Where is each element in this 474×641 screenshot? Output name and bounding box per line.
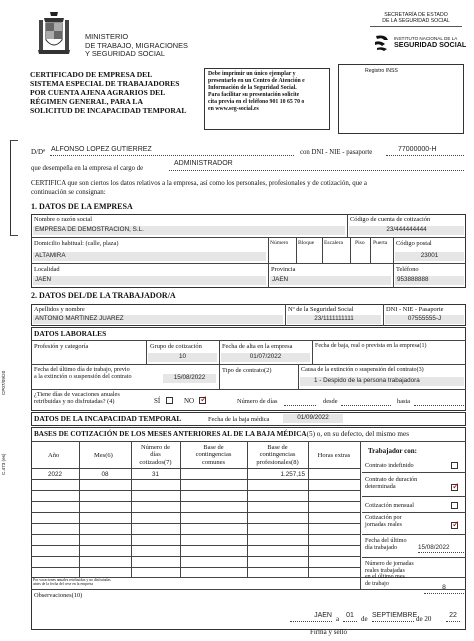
- bases-row-line-3: [31, 501, 360, 502]
- empresa-nombre-label: Nombre o razón social: [34, 216, 93, 223]
- bases-title-suffix: (5) o, en su defecto, del mismo mes: [306, 430, 410, 438]
- certifica-line-2: continuación se consignan:: [31, 188, 106, 196]
- empresa-vline-escalera: [322, 237, 323, 263]
- empresa-telefono-label: Teléfono: [396, 266, 419, 273]
- bases-header-profesionales: [247, 444, 308, 466]
- hasta-field[interactable]: [414, 399, 464, 406]
- bases-section-title: [34, 430, 409, 438]
- empresa-vline-piso: [350, 237, 351, 263]
- trabajador-nombre-label: Apellidos y nombre: [34, 306, 85, 313]
- firma-de-label: de: [361, 615, 368, 623]
- header-dias-3: cotizados(7): [139, 458, 172, 466]
- panel-line-5: [362, 557, 466, 558]
- option-jornadas-text-1: Cotización por: [365, 514, 402, 521]
- categoria-label: Profesión y categoría: [34, 343, 89, 350]
- ultimo-dia-label-2: a la extinción o suspensión del contrato: [34, 372, 132, 380]
- title-line-3: POR CUENTA AJENA AGRARIOS DEL: [30, 87, 166, 97]
- ultimo-trabajado-text-1: Fecha del último: [365, 537, 407, 544]
- trabajador-dni-label: DNI - NIE - Pasaporte: [386, 306, 444, 313]
- option-mensual-text: Cotización mensual: [365, 502, 414, 509]
- option-determinada-text-1: Contrato de duración: [365, 476, 418, 483]
- bases-right-divider: [360, 441, 361, 589]
- laborales-vline-causa: [298, 364, 299, 389]
- header-comunes-3: comunes: [201, 458, 226, 466]
- alta-value[interactable]: 01/07/2022: [221, 353, 310, 362]
- option-determinada-checkbox[interactable]: [451, 484, 458, 491]
- num-dias-field[interactable]: [284, 399, 316, 406]
- bases-header-line: [31, 468, 360, 469]
- laborales-line-3: [31, 389, 466, 390]
- empresa-provincia-label: Provincia: [271, 266, 296, 273]
- option-jornadas-checkbox[interactable]: [451, 522, 458, 529]
- empresa-nombre-value[interactable]: EMPRESA DE DEMOSTRACION, S.L.: [33, 226, 345, 235]
- empresa-bloque-label: Bloque: [298, 240, 315, 246]
- bases-row-line-7: [31, 545, 360, 546]
- firma-lugar[interactable]: JAEN: [290, 612, 332, 622]
- option-mensual-label: [365, 503, 414, 510]
- bases-row-line-4: [31, 512, 360, 513]
- notice-line-2: presentarlo en un Centro de Atención e: [208, 78, 305, 85]
- empresa-vline-cp: [393, 237, 394, 263]
- spain-coat-of-arms-logo: [36, 10, 72, 58]
- certifica-line-1: CERTIFICA que son ciertos los datos relativos a la empresa, así como los personales, profesionales y de cotización, que a: [31, 180, 367, 187]
- trabajador-con-title: Trabajador con:: [368, 447, 417, 455]
- notice-line-3: Información de la Seguridad Social.: [208, 85, 297, 92]
- hasta-label: hasta: [397, 398, 411, 405]
- vacaciones-label: [34, 391, 120, 405]
- trabajador-dni-value[interactable]: 07555555-J: [385, 315, 464, 324]
- name-field[interactable]: [50, 146, 294, 156]
- bases-row-mes[interactable]: 08: [101, 471, 109, 478]
- header-dias-2: días: [150, 451, 161, 459]
- option-jornadas-label: [365, 515, 402, 529]
- bases-row-profesionales[interactable]: 1.257,15: [280, 471, 305, 478]
- causa-label: Causa de la extinción o suspensión del contrato(3): [301, 367, 424, 373]
- ultimo-dia-label-1: Fecha del último día de trabajo, previo: [34, 366, 130, 373]
- notice-line-1: Debe imprimir un único ejemplar y: [208, 71, 296, 77]
- secretaria-label: [370, 12, 462, 27]
- baja-label: Fecha de baja, real o prevista en la empresa(1): [315, 343, 427, 349]
- bases-header-comunes: [180, 444, 247, 466]
- ministry-line-2: DE TRABAJO, MIGRACIONES: [85, 40, 188, 50]
- empresa-section-title: 1. DATOS DE LA EMPRESA: [31, 202, 133, 211]
- bases-row-line-2: [31, 490, 360, 491]
- panel-line-1: [362, 472, 466, 473]
- empresa-provincia-value[interactable]: JAEN: [270, 276, 391, 285]
- laborales-vline-baja: [312, 340, 313, 364]
- dni-field[interactable]: [386, 146, 464, 156]
- bases-row-ano[interactable]: 2022: [47, 471, 62, 478]
- secretaria-line-2: DE LA SEGURIDAD SOCIAL: [382, 18, 450, 25]
- laborales-section-title: DATOS LABORALES: [34, 329, 107, 338]
- jornadas-text-3: en el último mes: [365, 574, 405, 581]
- laborales-vline-tipo: [219, 364, 220, 389]
- title-line-4: RÉGIMEN GENERAL, PARA LA: [30, 96, 143, 106]
- vac-note-1: Por vacaciones anuales retribuidas y no disfrutadas: [33, 578, 111, 582]
- bases-title-main: BASES DE COTIZACIÓN DE LOS MESES ANTERIORES AL DE LA BAJA MÉDICA: [34, 430, 307, 438]
- declarant-name: ALFONSO LOPEZ GUTIERREZ: [51, 146, 152, 153]
- ministry-name: [85, 33, 188, 59]
- header-prof-1: Base de: [267, 444, 288, 451]
- bases-header-horas: Horas extras: [317, 452, 351, 459]
- empresa-row-line-2: [31, 263, 466, 264]
- header-comunes-1: Base de: [203, 444, 224, 451]
- ultimo-dia-value[interactable]: 15/08/2022: [163, 374, 216, 383]
- bases-row-line-5: [31, 523, 360, 524]
- vacaciones-label-2: retribuidas y no disfrutadas? (4): [34, 398, 115, 406]
- ultimo-dia-label: [34, 367, 132, 381]
- jornadas-label: [365, 561, 414, 587]
- observaciones-label: Observaciones(10): [34, 592, 83, 599]
- insss-line-1: INSTITUTO NACIONAL DE LA: [394, 36, 458, 41]
- notice-line-6: en www.seg-social.es: [208, 106, 259, 113]
- panel-line-4: [362, 534, 466, 535]
- ultimo-trabajado-text-2: día trabajado: [365, 543, 398, 551]
- jornadas-text-1: Número de jornadas: [365, 561, 414, 567]
- document-title: [30, 71, 186, 116]
- option-indefinido-checkbox[interactable]: [451, 462, 458, 469]
- bases-header-mes: Mes(6): [94, 452, 113, 459]
- firma-mes[interactable]: SEPTIEMBRE: [372, 612, 414, 622]
- num-dias-label: Número de días: [237, 398, 278, 405]
- insss-name: [394, 36, 466, 49]
- notice-box: [204, 68, 330, 130]
- causa-value[interactable]: 1 - Despido de la persona trabajadora: [300, 377, 464, 386]
- empresa-ccc-label: Código de cuenta de cotización: [350, 216, 431, 223]
- title-line-1: CERTIFICADO DE EMPRESA DEL: [30, 70, 153, 79]
- notice-line-5: cita previa en el teléfono 901 10 65 70 o: [208, 99, 305, 106]
- bases-row-line-11: [31, 589, 466, 590]
- vacaciones-no-checkbox[interactable]: [199, 397, 206, 404]
- header-prof-3: profesionales(8): [256, 458, 299, 466]
- empresa-piso-label: Piso: [355, 240, 365, 246]
- trabajador-section-title: 2. DATOS DEL/DE LA TRABAJADOR/A: [31, 291, 176, 300]
- certifica-text: [31, 180, 469, 198]
- empresa-row-line-1: [31, 237, 466, 238]
- desde-field[interactable]: [341, 399, 391, 406]
- trabajador-nss-label: Nº de la Seguridad Social: [288, 306, 354, 313]
- tipo-contrato-label: Tipo de contrato(2): [222, 367, 272, 374]
- desde-label: desde: [323, 398, 338, 405]
- trabajador-vline-dni: [383, 304, 384, 326]
- firma-dia[interactable]: 01: [343, 612, 357, 622]
- panel-line-3: [362, 512, 466, 513]
- notice-line-4: Para facilitar su presentación solicite: [208, 92, 300, 99]
- option-mensual-checkbox[interactable]: [451, 502, 458, 509]
- margin-bracket-bottom: [10, 235, 18, 236]
- empresa-numero-label: Número: [270, 240, 289, 246]
- bases-row-line-8: [31, 556, 360, 557]
- cargo-label: que desempeña en la empresa el cargo de: [31, 165, 144, 172]
- firma-a-label: a: [336, 615, 340, 623]
- laborales-vline-alta: [219, 340, 220, 364]
- panel-line-2: [362, 496, 466, 497]
- empresa-localidad-label: Localidad: [34, 266, 60, 273]
- ultimo-trabajado-value[interactable]: 15/08/2022: [418, 544, 464, 553]
- dni-label: con DNI - NIE - pasaporte: [300, 149, 373, 156]
- firma-label: Firma y sello: [310, 628, 347, 636]
- vacaciones-no-label: NO: [184, 397, 195, 405]
- vac-note-2: antes de la fecha del cese en la empresa: [33, 582, 94, 587]
- bases-vacaciones-note: [33, 578, 131, 587]
- option-jornadas-text-2: jornadas reales: [365, 520, 402, 528]
- vacaciones-label-1: ¿Tiene días de vacaciones anuales: [34, 391, 120, 398]
- incapacidad-fecha-value[interactable]: 01/09/2022: [283, 414, 343, 423]
- jornadas-text-2: reales trabajadas: [365, 567, 405, 574]
- bases-header-dias: [131, 444, 180, 466]
- empresa-domicilio-value[interactable]: ALTAMIRA: [33, 252, 266, 261]
- empresa-telefono-value[interactable]: 953888888: [395, 276, 464, 285]
- trabajador-nombre-value[interactable]: ANTONIO MARTINEZ JUAREZ: [33, 315, 283, 324]
- empresa-escalera-label: Escalera: [324, 240, 343, 246]
- empresa-vline-telefono: [393, 263, 394, 288]
- trabajador-nss-value[interactable]: 23/1111111111: [287, 315, 381, 324]
- laborales-vline-grupo: [146, 340, 147, 364]
- empresa-vline-puerta: [370, 237, 371, 263]
- bases-row-line-6: [31, 534, 360, 535]
- laborales-line-1: [31, 340, 466, 341]
- firma-ano[interactable]: 22: [446, 612, 460, 622]
- option-indefinido-text: Contrato indefinido: [365, 462, 414, 469]
- bases-row-line-9: [31, 567, 360, 568]
- empresa-vline-numero: [268, 237, 269, 263]
- title-line-5: SOLICITUD DE INCAPACIDAD TEMPORAL: [30, 105, 187, 115]
- title-line-2: SISTEMA ESPECIAL DE TRABAJADORES: [30, 78, 180, 88]
- bases-row-dias[interactable]: 31: [151, 471, 159, 478]
- header-prof-2: contingencias: [259, 451, 296, 459]
- secretaria-line-1: SECRETARÍA DE ESTADO: [384, 12, 448, 18]
- empresa-vline-bloque: [296, 237, 297, 263]
- bases-top-line: [31, 441, 466, 442]
- jornadas-value[interactable]: 8: [424, 584, 464, 594]
- bases-header-ano: Año: [48, 452, 60, 459]
- empresa-localidad-value[interactable]: JAEN: [33, 276, 266, 285]
- insss-line-2: SEGURIDAD SOCIAL: [394, 40, 467, 50]
- option-determinada-label: [365, 477, 417, 491]
- header-dias-1: Número de: [140, 444, 171, 451]
- bases-row-line-1: [31, 479, 360, 480]
- margin-code-1: CP07/09/20: [1, 370, 6, 395]
- vacaciones-si-label: SÍ: [154, 397, 161, 405]
- empresa-vline-ccc: [347, 214, 348, 237]
- margin-bracket: [10, 140, 11, 235]
- empresa-puerta-label: Puerta: [373, 240, 388, 246]
- option-indefinido-label: [365, 463, 414, 470]
- declarant-cargo: ADMINISTRADOR: [174, 160, 233, 167]
- ministry-line-1: MINISTERIO: [85, 32, 129, 41]
- empresa-domicilio-label: Domicilio habitual: (calle, plaza): [34, 240, 119, 247]
- ultimo-trabajado-label: [365, 538, 407, 552]
- trabajador-vline-nss: [285, 304, 286, 326]
- registro-label: Registro INSS: [365, 68, 398, 74]
- cargo-field[interactable]: [169, 160, 464, 171]
- incapacidad-fecha-label: Fecha de la baja médica: [208, 416, 270, 423]
- empresa-ccc-value[interactable]: 23/444444444: [349, 226, 464, 235]
- empresa-cp-label: Código postal: [396, 240, 432, 247]
- declarant-dni: 77000000-H: [398, 146, 437, 153]
- insss-logo-icon: [372, 32, 392, 52]
- alta-label: Fecha de alta en la empresa: [222, 343, 293, 350]
- ministry-line-3: Y SEGURIDAD SOCIAL: [85, 49, 165, 59]
- laborales-line-2: [31, 364, 466, 365]
- option-determinada-text-2: determinada: [365, 482, 396, 490]
- grupo-label: Grupo de cotización: [150, 343, 202, 350]
- dd-label: D/Dª: [31, 148, 45, 156]
- grupo-value[interactable]: 10: [148, 353, 217, 362]
- empresa-vline-provincia: [268, 263, 269, 288]
- empresa-cp-value[interactable]: 23001: [395, 252, 464, 261]
- registro-box: [338, 64, 464, 134]
- margin-bracket-top: [10, 140, 18, 141]
- jornadas-text-4: de trabajo: [365, 580, 389, 587]
- incapacidad-section-title: DATOS DE LA INCAPACIDAD TEMPORAL: [34, 414, 182, 423]
- margin-code-2: C.473 (es): [1, 453, 6, 475]
- firma-de20-label: de 20: [416, 615, 432, 623]
- vacaciones-si-checkbox[interactable]: [166, 397, 173, 404]
- header-comunes-2: contingencias: [195, 451, 232, 459]
